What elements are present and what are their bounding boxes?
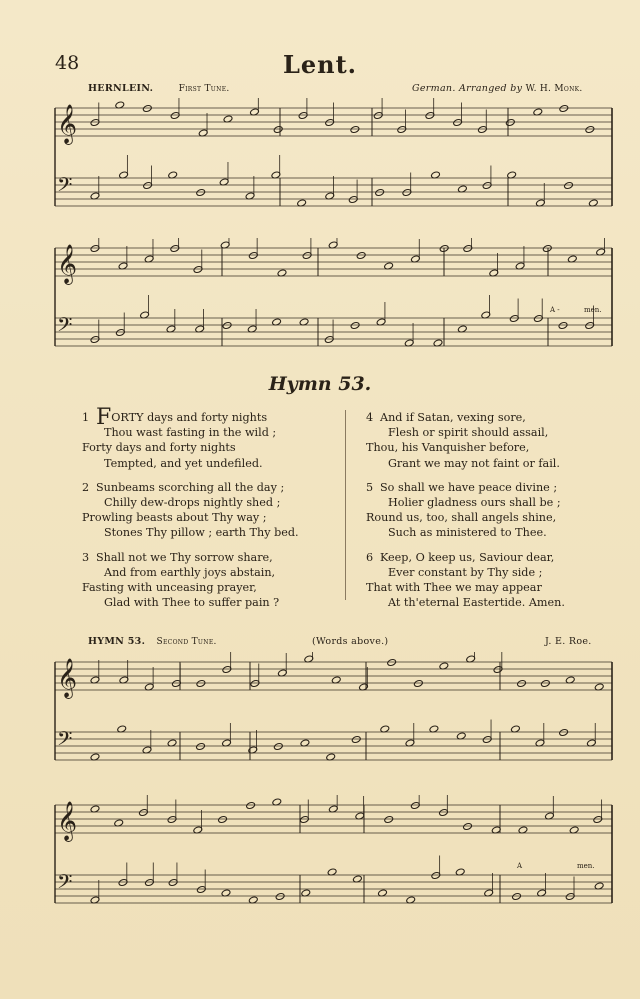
tune1-label: First Tune. [178,84,230,94]
verse-line-text: So shall we have peace divine ; [380,480,558,494]
verse-line [366,410,616,425]
verse-line [366,595,616,610]
verse-line-text: Keep, O keep us, Saviour dear, [380,550,555,564]
verse-line [82,595,344,610]
verse-line-text: Round us, too, shall angels shine, [366,511,557,525]
verse-line-text: And if Satan, vexing sore, [380,411,526,424]
column-divider [345,410,346,600]
verse-line-text: At th'eternal Eastertide. Amen. [388,596,565,610]
verse [82,480,344,541]
verse-line [82,580,344,595]
tune1-header [88,83,230,94]
verse-line-text: That with Thee we may appear [366,581,542,595]
tune2-amen-men: men. [577,862,595,870]
music-system-3 [0,652,640,782]
verse [366,550,616,611]
tune2-label: Second Tune. [156,637,217,647]
verse-line-text: Ever constant by Thy side ; [388,565,543,579]
page-title: Lent. [282,50,358,79]
verse-line [82,440,344,455]
verse-line [82,550,344,565]
verse-line [366,525,616,540]
verses-right [366,410,616,619]
tune2-credit: J. E. Roe. [545,636,592,647]
verse-line [366,440,616,455]
verse-line-text: Holier gladness ours shall be ; [388,496,561,510]
verse-number: 3 [82,550,90,564]
verse-line [82,456,344,471]
tune2-amen-a: A [517,862,523,870]
verse-line-text: Stones Thy pillow ; earth Thy bed. [104,526,299,540]
tune2-header [88,636,217,647]
verse-line [366,495,616,510]
verse-line [366,550,616,565]
verse-line-text: ORTY days and forty nights [111,411,268,424]
tune1-amen-men: men. [584,306,602,314]
bass-clef-icon: 𝄢 [57,313,73,341]
tune2-words-note: (Words above.) [312,636,389,647]
treble-clef-icon: 𝄞 [57,104,78,144]
verse-line [82,405,344,430]
page-number: 48 [55,52,80,74]
verse-number: 1 [82,411,90,424]
verse-line [366,580,616,595]
verse-line-text: Forty days and forty nights [82,441,236,455]
treble-clef-icon: 𝄞 [57,658,78,698]
verse-line [82,480,344,495]
treble-clef-icon: 𝄞 [57,801,78,841]
hymn-title: Hymn 53. [268,373,372,395]
verse-line [82,565,344,580]
verse-line [82,525,344,540]
verse-line-text: Chilly dew-drops nightly shed ; [104,496,281,510]
verse-line-text: Thou, his Vanquisher before, [366,441,530,455]
verse-number: 2 [82,480,90,494]
verse-line-text: Shall not we Thy sorrow share, [96,550,273,564]
verse-line [82,510,344,525]
verses-left [82,405,344,619]
bass-clef-icon: 𝄢 [57,173,73,201]
verse-line-text: Tempted, and yet undefiled. [104,456,263,470]
drop-cap: F [96,405,112,430]
tune1-amen-a: A - [550,306,560,314]
music-system-4 [0,795,640,925]
verse [82,405,344,471]
verse-line-text: Sunbeams scorching all the day ; [96,480,285,494]
bass-clef-icon: 𝄢 [57,727,73,755]
verse-line-text: Thou wast fasting in the wild ; [104,426,277,440]
verse-line-text: Such as ministered to Thee. [388,526,547,540]
verse-line-text: Fasting with unceasing prayer, [82,581,257,595]
verse-number: 6 [366,550,374,564]
verse-line [366,565,616,580]
verse-number: 4 [366,411,374,424]
verse [366,410,616,471]
verse-line [366,510,616,525]
tune1-credit [412,83,583,94]
verse-line-text: Prowling beasts about Thy way ; [82,511,267,525]
verse-line [82,425,344,440]
verse-line [82,495,344,510]
verse [366,480,616,541]
verse-line-text: And from earthly joys abstain, [104,565,276,579]
music-system-1 [0,98,640,228]
verse-line-text: Grant we may not faint or fail. [388,456,560,470]
treble-clef-icon: 𝄞 [57,244,78,284]
music-system-2 [0,238,640,368]
verse-line [366,425,616,440]
tune1-name: HERNLEIN. [88,83,154,94]
tune1-credit-name: W. H. Monk. [525,84,583,94]
verse-line-text: Flesh or spirit should assail, [388,426,549,440]
verse-number: 5 [366,480,374,494]
verse-line [366,480,616,495]
verse-line [366,456,616,471]
tune1-credit-italic: German. Arranged by [412,83,523,94]
tune2-name: HYMN 53. [88,636,146,647]
bass-clef-icon: 𝄢 [57,870,73,898]
verse [82,550,344,611]
verse-line-text: Glad with Thee to suffer pain ? [104,596,280,610]
